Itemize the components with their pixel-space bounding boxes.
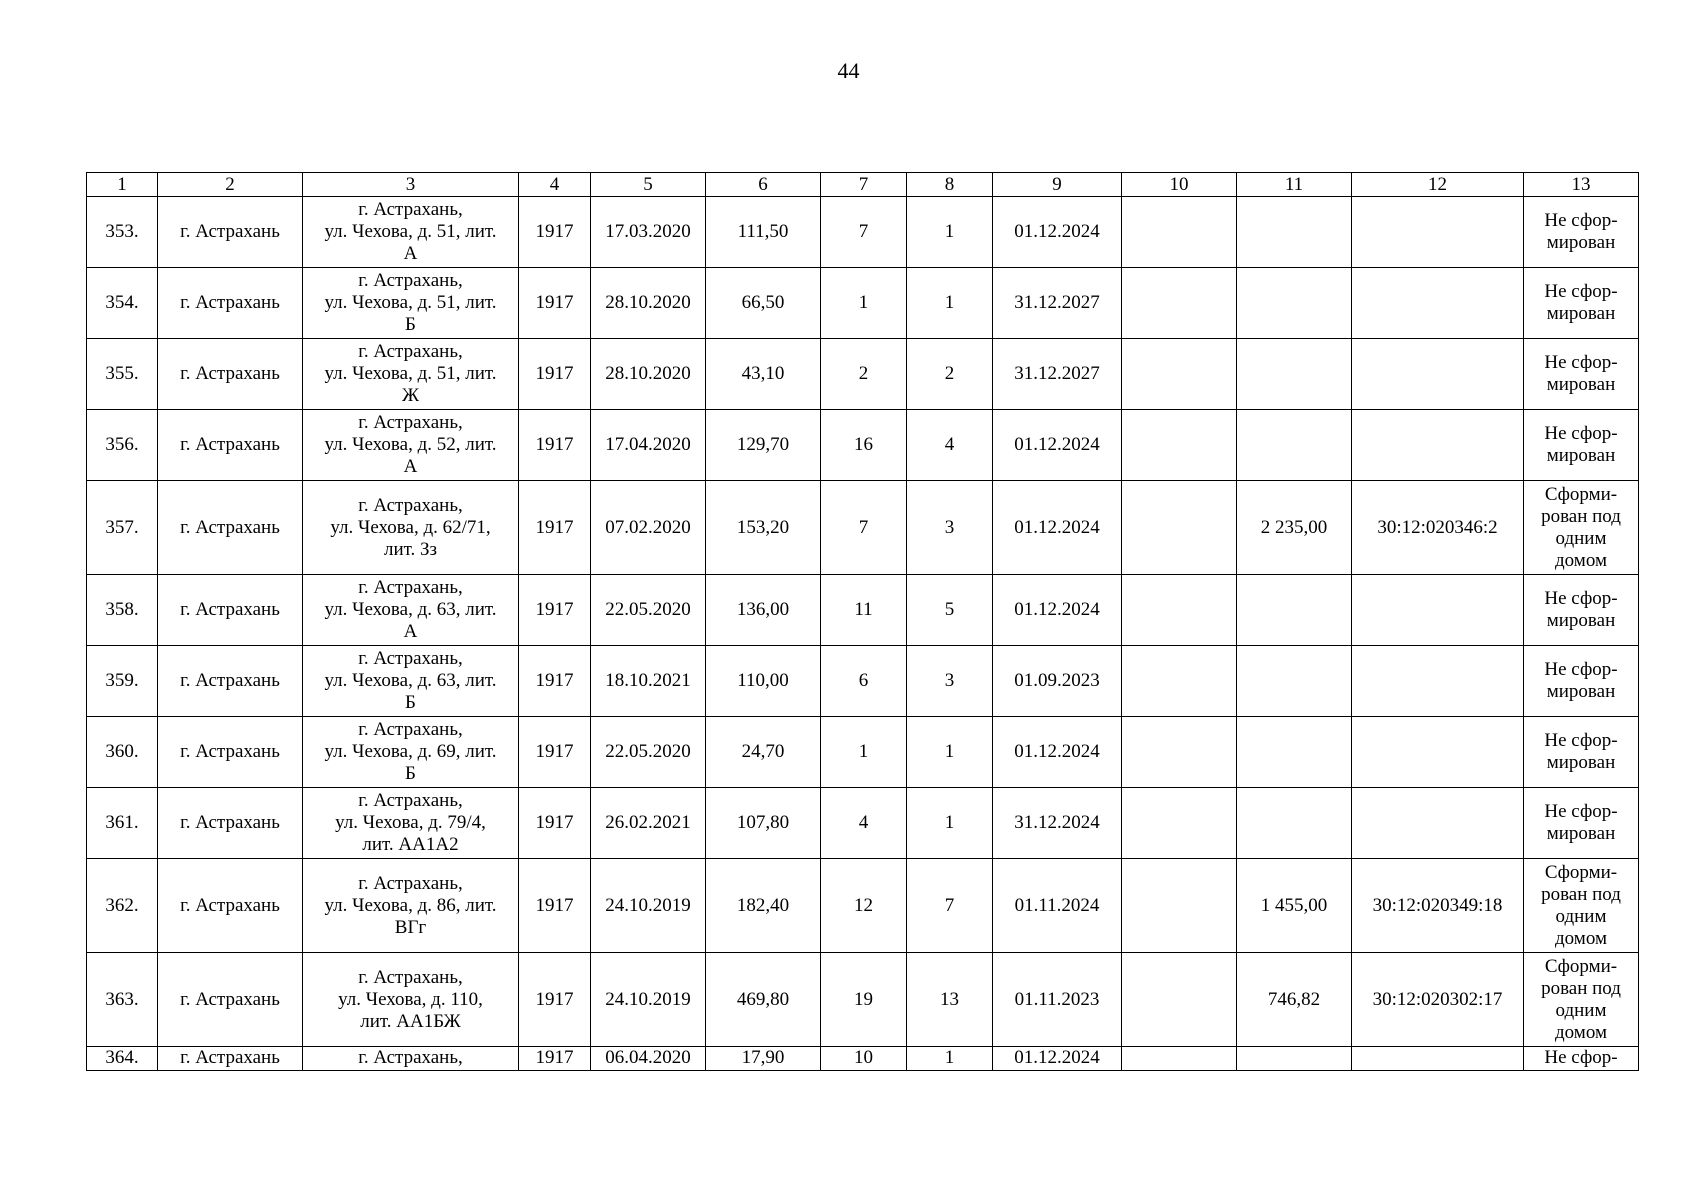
status-line: рован под — [1541, 883, 1621, 905]
status-line: Не сфор- — [1544, 210, 1618, 231]
column-8-cell: 3 — [907, 481, 993, 575]
address-line: Б — [405, 763, 416, 784]
year-built-cell: 1917 — [519, 859, 591, 953]
deadline-cell: 01.11.2024 — [993, 859, 1122, 953]
address-line: ул. Чехова, д. 51, лит. — [324, 221, 497, 242]
city-cell: г. Астрахань — [158, 575, 303, 646]
cadastral-number-cell — [1352, 1047, 1524, 1071]
land-plot-status-cell — [1524, 481, 1639, 575]
land-plot-status-cell — [1524, 859, 1639, 953]
date-cell: 17.04.2020 — [591, 410, 706, 481]
date-cell: 24.10.2019 — [591, 859, 706, 953]
address-cell — [303, 859, 519, 953]
deadline-cell: 31.12.2027 — [993, 339, 1122, 410]
status-line: мирован — [1546, 823, 1616, 844]
address-line: А — [403, 456, 418, 477]
address-line: г. Астрахань, — [358, 341, 463, 362]
land-area-cell — [1237, 788, 1352, 859]
address-line: А — [403, 243, 418, 264]
city-cell: г. Астрахань — [158, 268, 303, 339]
status-line: мирован — [1546, 752, 1616, 773]
status-line: Не сфор- — [1544, 730, 1618, 751]
table-row — [87, 575, 1639, 646]
table-row — [87, 339, 1639, 410]
status-line: домом — [1555, 1021, 1607, 1043]
land-area-cell — [1237, 646, 1352, 717]
address-line: г. Астрахань, — [358, 648, 463, 669]
year-built-cell: 1917 — [519, 717, 591, 788]
deadline-cell: 31.12.2024 — [993, 788, 1122, 859]
address-cell — [303, 410, 519, 481]
city-cell: г. Астрахань — [158, 717, 303, 788]
status-line: рован под — [1541, 977, 1621, 999]
column-8-cell: 3 — [907, 646, 993, 717]
land-plot-status-cell — [1524, 575, 1639, 646]
row-number: 355. — [87, 339, 158, 410]
address-line: г. Астрахань, — [358, 790, 463, 811]
status-line: Не сфор- — [1544, 423, 1618, 444]
land-plot-status-cell — [1524, 788, 1639, 859]
deadline-cell: 01.12.2024 — [993, 481, 1122, 575]
address-line: ул. Чехова, д. 110, — [338, 988, 483, 1010]
column-10-cell — [1122, 339, 1237, 410]
column-10-cell — [1122, 788, 1237, 859]
status-line: Не сфор- — [1544, 352, 1618, 373]
address-line: г. Астрахань, — [358, 966, 463, 988]
address-line: лит. Зз — [383, 538, 438, 560]
address-line: г. Астрахань, — [358, 719, 463, 740]
table-row — [87, 197, 1639, 268]
column-8-cell: 1 — [907, 197, 993, 268]
date-cell: 18.10.2021 — [591, 646, 706, 717]
cadastral-number-cell — [1352, 717, 1524, 788]
address-line: Б — [405, 692, 416, 713]
address-line: ул. Чехова, д. 69, лит. — [324, 741, 497, 762]
column-7-cell: 19 — [821, 953, 907, 1047]
row-number: 357. — [87, 481, 158, 575]
table-row — [87, 717, 1639, 788]
land-area-cell — [1237, 339, 1352, 410]
status-line: мирован — [1546, 610, 1616, 631]
status-line: мирован — [1546, 681, 1616, 702]
column-8-cell: 1 — [907, 788, 993, 859]
deadline-cell: 01.12.2024 — [993, 575, 1122, 646]
column-header-6: 6 — [706, 173, 821, 197]
address-cell — [303, 481, 519, 575]
date-cell: 24.10.2019 — [591, 953, 706, 1047]
land-plot-status-cell — [1524, 197, 1639, 268]
land-area-cell: 746,82 — [1237, 953, 1352, 1047]
column-10-cell — [1122, 197, 1237, 268]
address-cell — [303, 339, 519, 410]
status-line: мирован — [1546, 445, 1616, 466]
address-line: г. Астрахань, — [358, 872, 463, 894]
column-10-cell — [1122, 1047, 1237, 1071]
address-line: ул. Чехова, д. 51, лит. — [324, 292, 497, 313]
row-number: 354. — [87, 268, 158, 339]
address-line: г. Астрахань, — [358, 412, 463, 433]
cadastral-number-cell: 30:12:020302:17 — [1352, 953, 1524, 1047]
status-line: домом — [1555, 549, 1607, 571]
address-cell — [303, 268, 519, 339]
status-line: одним — [1555, 905, 1607, 927]
table-header — [87, 173, 1639, 197]
column-8-cell: 13 — [907, 953, 993, 1047]
cadastral-number-cell — [1352, 788, 1524, 859]
cadastral-number-cell — [1352, 646, 1524, 717]
status-line: Не сфор- — [1544, 1047, 1618, 1068]
housing-registry-table — [86, 172, 1639, 1071]
column-10-cell — [1122, 717, 1237, 788]
land-plot-status-cell — [1524, 1047, 1639, 1071]
address-cell — [303, 953, 519, 1047]
cadastral-number-cell — [1352, 410, 1524, 481]
year-built-cell: 1917 — [519, 197, 591, 268]
address-cell — [303, 717, 519, 788]
status-line: Не сфор- — [1544, 801, 1618, 822]
land-plot-status-cell — [1524, 646, 1639, 717]
column-8-cell: 5 — [907, 575, 993, 646]
year-built-cell: 1917 — [519, 410, 591, 481]
cadastral-number-cell: 30:12:020349:18 — [1352, 859, 1524, 953]
status-line: Сформи- — [1544, 955, 1618, 977]
date-cell: 28.10.2020 — [591, 339, 706, 410]
area-cell: 107,80 — [706, 788, 821, 859]
address-cell — [303, 788, 519, 859]
land-plot-status-cell — [1524, 268, 1639, 339]
row-number: 364. — [87, 1047, 158, 1071]
column-7-cell: 2 — [821, 339, 907, 410]
column-8-cell: 1 — [907, 717, 993, 788]
status-line: мирован — [1546, 303, 1616, 324]
address-line: ВГг — [394, 916, 427, 938]
column-header-1: 1 — [87, 173, 158, 197]
deadline-cell: 01.12.2024 — [993, 1047, 1122, 1071]
deadline-cell: 01.12.2024 — [993, 717, 1122, 788]
land-area-cell — [1237, 717, 1352, 788]
land-area-cell — [1237, 575, 1352, 646]
column-header-3: 3 — [303, 173, 519, 197]
land-area-cell — [1237, 197, 1352, 268]
column-8-cell: 1 — [907, 1047, 993, 1071]
column-header-8: 8 — [907, 173, 993, 197]
date-cell: 28.10.2020 — [591, 268, 706, 339]
column-7-cell: 1 — [821, 717, 907, 788]
year-built-cell: 1917 — [519, 1047, 591, 1071]
status-line: Не сфор- — [1544, 588, 1618, 609]
area-cell: 469,80 — [706, 953, 821, 1047]
city-cell: г. Астрахань — [158, 953, 303, 1047]
column-10-cell — [1122, 410, 1237, 481]
year-built-cell: 1917 — [519, 481, 591, 575]
status-line: мирован — [1546, 232, 1616, 253]
status-line: рован под — [1541, 505, 1621, 527]
status-line: Не сфор- — [1544, 281, 1618, 302]
city-cell: г. Астрахань — [158, 481, 303, 575]
status-line: мирован — [1546, 374, 1616, 395]
city-cell: г. Астрахань — [158, 788, 303, 859]
deadline-cell: 31.12.2027 — [993, 268, 1122, 339]
column-header-4: 4 — [519, 173, 591, 197]
row-number: 359. — [87, 646, 158, 717]
row-number: 360. — [87, 717, 158, 788]
status-line: Сформи- — [1544, 861, 1618, 883]
area-cell: 111,50 — [706, 197, 821, 268]
deadline-cell: 01.12.2024 — [993, 197, 1122, 268]
city-cell: г. Астрахань — [158, 410, 303, 481]
table-body — [87, 197, 1639, 1071]
address-cell — [303, 575, 519, 646]
page-number: 44 — [837, 58, 860, 83]
address-line: ул. Чехова, д. 51, лит. — [324, 363, 497, 384]
column-10-cell — [1122, 859, 1237, 953]
address-line: г. Астрахань, — [358, 494, 463, 516]
city-cell: г. Астрахань — [158, 1047, 303, 1071]
address-line: ул. Чехова, д. 63, лит. — [324, 670, 497, 691]
date-cell: 06.04.2020 — [591, 1047, 706, 1071]
table-row — [87, 859, 1639, 953]
column-7-cell: 7 — [821, 481, 907, 575]
year-built-cell: 1917 — [519, 339, 591, 410]
column-10-cell — [1122, 575, 1237, 646]
year-built-cell: 1917 — [519, 646, 591, 717]
land-plot-status-cell — [1524, 410, 1639, 481]
land-plot-status-cell — [1524, 717, 1639, 788]
deadline-cell: 01.11.2023 — [993, 953, 1122, 1047]
area-cell: 182,40 — [706, 859, 821, 953]
cadastral-number-cell — [1352, 339, 1524, 410]
area-cell: 17,90 — [706, 1047, 821, 1071]
table-row — [87, 1047, 1639, 1071]
area-cell: 66,50 — [706, 268, 821, 339]
date-cell: 26.02.2021 — [591, 788, 706, 859]
row-number: 362. — [87, 859, 158, 953]
address-line: лит. АА1А2 — [362, 834, 459, 855]
area-cell: 110,00 — [706, 646, 821, 717]
column-7-cell: 1 — [821, 268, 907, 339]
column-8-cell: 4 — [907, 410, 993, 481]
land-plot-status-cell — [1524, 339, 1639, 410]
table-row — [87, 410, 1639, 481]
column-header-7: 7 — [821, 173, 907, 197]
year-built-cell: 1917 — [519, 268, 591, 339]
address-line: ул. Чехова, д. 62/71, — [330, 516, 491, 538]
column-header-11: 11 — [1237, 173, 1352, 197]
table-row — [87, 788, 1639, 859]
date-cell: 22.05.2020 — [591, 717, 706, 788]
column-10-cell — [1122, 268, 1237, 339]
address-line: г. Астрахань, — [358, 1047, 463, 1068]
area-cell: 129,70 — [706, 410, 821, 481]
area-cell: 24,70 — [706, 717, 821, 788]
status-line: Сформи- — [1544, 483, 1618, 505]
address-line: ул. Чехова, д. 52, лит. — [324, 434, 497, 455]
status-line: Не сфор- — [1544, 659, 1618, 680]
column-8-cell: 2 — [907, 339, 993, 410]
address-line: Ж — [401, 385, 420, 406]
row-number: 363. — [87, 953, 158, 1047]
column-header-2: 2 — [158, 173, 303, 197]
status-line: одним — [1555, 999, 1607, 1021]
address-line: г. Астрахань, — [358, 199, 463, 220]
column-number-row — [87, 173, 1639, 197]
land-area-cell: 1 455,00 — [1237, 859, 1352, 953]
cadastral-number-cell — [1352, 197, 1524, 268]
column-7-cell: 7 — [821, 197, 907, 268]
year-built-cell: 1917 — [519, 788, 591, 859]
area-cell: 153,20 — [706, 481, 821, 575]
column-header-9: 9 — [993, 173, 1122, 197]
address-line: Б — [405, 314, 416, 335]
column-header-5: 5 — [591, 173, 706, 197]
row-number: 361. — [87, 788, 158, 859]
status-line: домом — [1555, 927, 1607, 949]
column-10-cell — [1122, 646, 1237, 717]
address-cell — [303, 197, 519, 268]
table-row — [87, 646, 1639, 717]
land-area-cell — [1237, 410, 1352, 481]
row-number: 356. — [87, 410, 158, 481]
year-built-cell: 1917 — [519, 953, 591, 1047]
column-7-cell: 12 — [821, 859, 907, 953]
column-7-cell: 11 — [821, 575, 907, 646]
column-7-cell: 4 — [821, 788, 907, 859]
year-built-cell: 1917 — [519, 575, 591, 646]
city-cell: г. Астрахань — [158, 859, 303, 953]
cadastral-number-cell: 30:12:020346:2 — [1352, 481, 1524, 575]
table-row — [87, 268, 1639, 339]
land-plot-status-cell — [1524, 953, 1639, 1047]
column-header-10: 10 — [1122, 173, 1237, 197]
land-area-cell — [1237, 1047, 1352, 1071]
address-line: А — [403, 621, 418, 642]
column-header-13: 13 — [1524, 173, 1639, 197]
table-row — [87, 481, 1639, 575]
land-area-cell: 2 235,00 — [1237, 481, 1352, 575]
cadastral-number-cell — [1352, 268, 1524, 339]
date-cell: 07.02.2020 — [591, 481, 706, 575]
row-number: 353. — [87, 197, 158, 268]
address-line: ул. Чехова, д. 79/4, — [335, 812, 486, 833]
land-area-cell — [1237, 268, 1352, 339]
table-row — [87, 953, 1639, 1047]
area-cell: 136,00 — [706, 575, 821, 646]
area-cell: 43,10 — [706, 339, 821, 410]
address-cell — [303, 1047, 519, 1071]
column-8-cell: 1 — [907, 268, 993, 339]
address-line: г. Астрахань, — [358, 270, 463, 291]
city-cell: г. Астрахань — [158, 197, 303, 268]
address-line: лит. АА1БЖ — [360, 1010, 461, 1032]
column-8-cell: 7 — [907, 859, 993, 953]
column-10-cell — [1122, 953, 1237, 1047]
address-line: ул. Чехова, д. 63, лит. — [324, 599, 497, 620]
city-cell: г. Астрахань — [158, 646, 303, 717]
city-cell: г. Астрахань — [158, 339, 303, 410]
column-7-cell: 6 — [821, 646, 907, 717]
date-cell: 17.03.2020 — [591, 197, 706, 268]
date-cell: 22.05.2020 — [591, 575, 706, 646]
deadline-cell: 01.09.2023 — [993, 646, 1122, 717]
status-line: одним — [1555, 527, 1607, 549]
address-line: ул. Чехова, д. 86, лит. — [324, 894, 497, 916]
column-header-12: 12 — [1352, 173, 1524, 197]
address-line: г. Астрахань, — [358, 577, 463, 598]
address-cell — [303, 646, 519, 717]
cadastral-number-cell — [1352, 575, 1524, 646]
column-7-cell: 10 — [821, 1047, 907, 1071]
row-number: 358. — [87, 575, 158, 646]
column-7-cell: 16 — [821, 410, 907, 481]
deadline-cell: 01.12.2024 — [993, 410, 1122, 481]
column-10-cell — [1122, 481, 1237, 575]
